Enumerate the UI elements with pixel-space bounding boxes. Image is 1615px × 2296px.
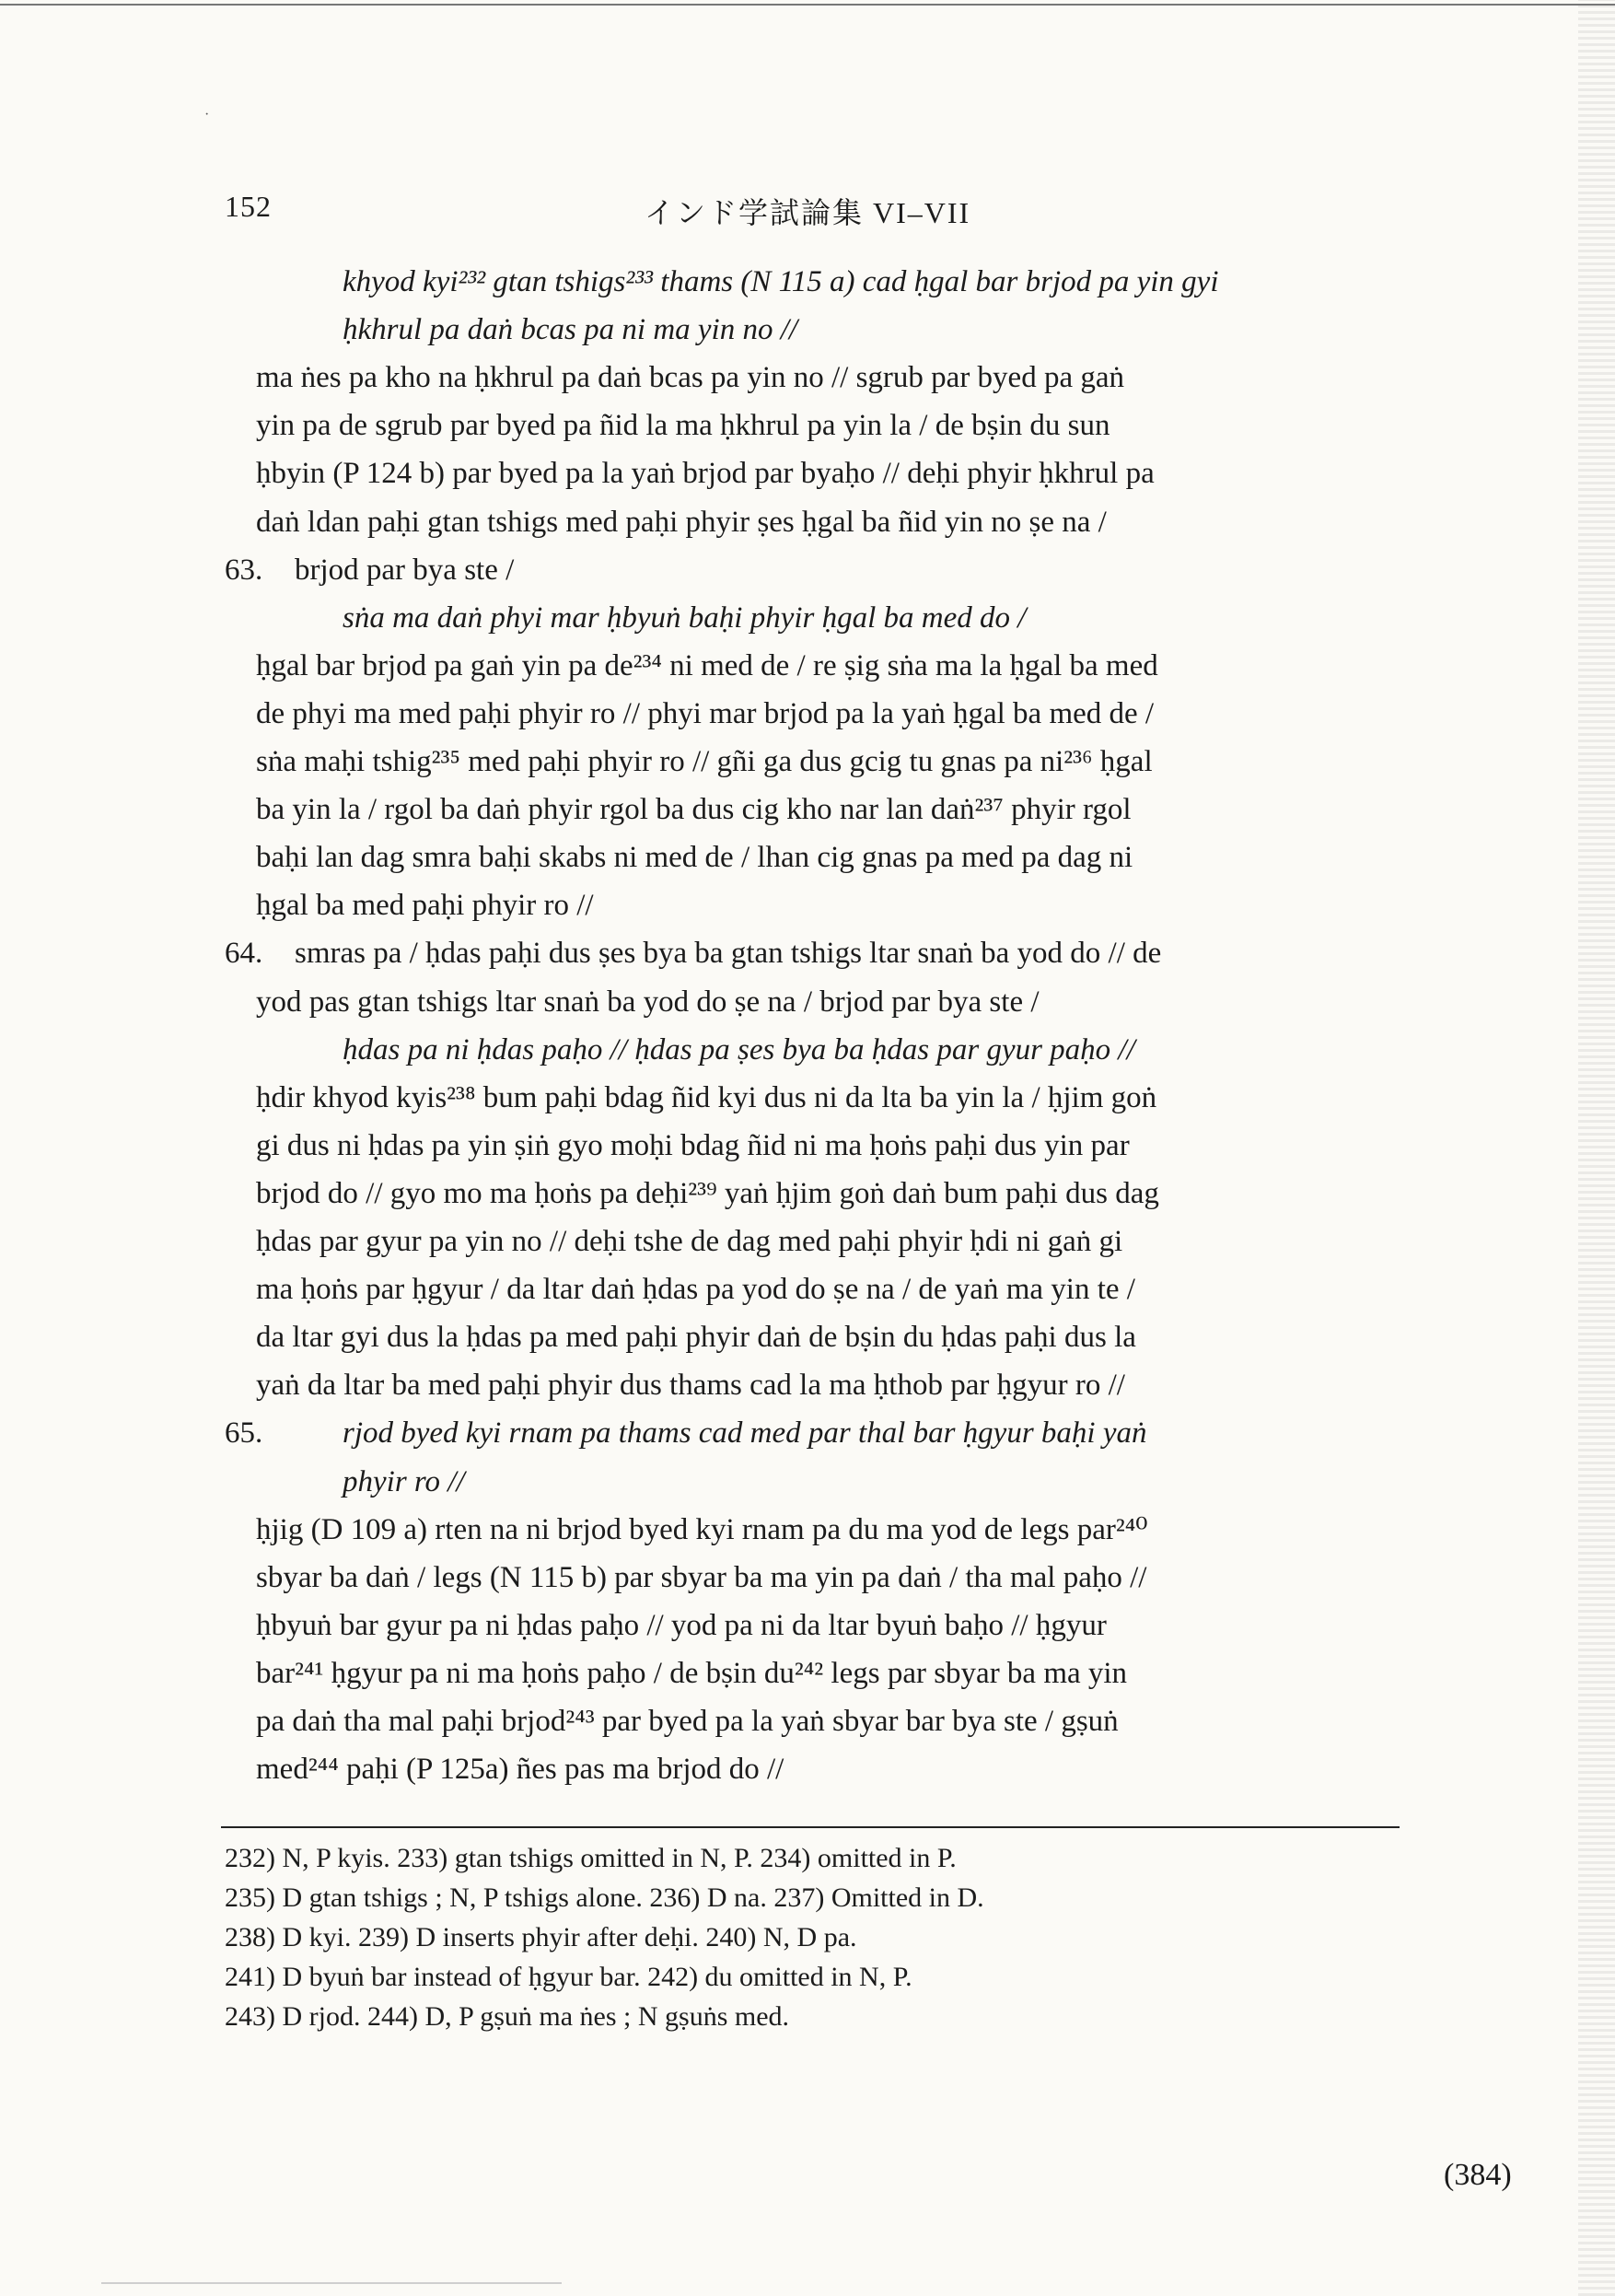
- text-line: ḥbyin (P 124 b) par byed pa la yaṅ brjod par byaḥo // deḥi phyir ḥkhrul pa: [256, 457, 1155, 490]
- page-stamp: (384): [1444, 2158, 1512, 2192]
- text-line: phyir ro //: [343, 1465, 465, 1498]
- paragraph-number: 65.: [225, 1416, 263, 1450]
- text-line: yin pa de sgrub par byed pa ñid la ma ḥkhrul pa yin la / de bṣin du sun: [256, 409, 1110, 442]
- text-line: ḥkhrul pa daṅ bcas pa ni ma yin no //: [343, 313, 798, 346]
- text-line: daṅ ldan paḥi gtan tshigs med paḥi phyir ṣes ḥgal ba ñid yin no ṣe na /: [256, 506, 1107, 539]
- page-number: 152: [225, 190, 272, 223]
- text-line: ba yin la / rgol ba daṅ phyir rgol ba dus cig kho nar lan daṅ²³⁷ phyir rgol: [256, 793, 1132, 826]
- text-line: smras pa / ḥdas paḥi dus ṣes bya ba gtan tshigs ltar snaṅ ba yod do // de: [295, 937, 1162, 970]
- text-line: yod pas gtan tshigs ltar snaṅ ba yod do ṣe na / brjod par bya ste /: [256, 985, 1040, 1019]
- text-line: brjod do // gyo mo ma ḥoṅs pa deḥi²³⁹ yaṅ ḥjim goṅ daṅ bum paḥi dus dag: [256, 1177, 1159, 1210]
- top-scan-border: [0, 0, 1615, 7]
- text-line: med²⁴⁴ paḥi (P 125a) ñes pas ma brjod do //: [256, 1753, 784, 1786]
- paragraph-number: 64.: [225, 937, 263, 970]
- text-line: bar²⁴¹ ḥgyur pa ni ma ḥoṅs paḥo / de bṣin du²⁴² legs par sbyar ba ma yin: [256, 1657, 1128, 1690]
- text-line: ḥjig (D 109 a) rten na ni brjod byed kyi rnam pa du ma yod de legs par²⁴⁰: [256, 1513, 1148, 1546]
- text-line: rjod byed kyi rnam pa thams cad med par thal bar ḥgyur baḥi yaṅ: [343, 1416, 1147, 1450]
- text-line: da ltar gyi dus la ḥdas pa med paḥi phyir daṅ de bṣin du ḥdas paḥi dus la: [256, 1321, 1136, 1354]
- text-line: ḥgal bar brjod pa gaṅ yin pa de²³⁴ ni med de / re ṣig sṅa ma la ḥgal ba med: [256, 649, 1158, 682]
- text-line: yaṅ da ltar ba med paḥi phyir dus thams cad la ma ḥthob par ḥgyur ro //: [256, 1369, 1125, 1402]
- text-line: ma ṅes pa kho na ḥkhrul pa daṅ bcas pa yin no // sgrub par byed pa gaṅ: [256, 361, 1124, 394]
- text-line: baḥi lan dag smra baḥi skabs ni med de / lhan cig gnas pa med pa dag ni: [256, 841, 1133, 874]
- text-line: de phyi ma med paḥi phyir ro // phyi mar brjod pa la yaṅ ḥgal ba med de /: [256, 697, 1155, 730]
- running-title: インド学試論集 VI–VII: [645, 196, 971, 229]
- text-line: ḥbyuṅ bar gyur pa ni ḥdas paḥo // yod pa ni da ltar byuṅ baḥo // ḥgyur: [256, 1609, 1107, 1642]
- text-line: ḥgal ba med paḥi phyir ro //: [256, 889, 594, 922]
- bottom-scan-mark: [101, 2282, 562, 2284]
- paragraph-number: 63.: [225, 554, 263, 587]
- footnote-line: 241) D byuṅ bar instead of ḥgyur bar. 242) du omitted in N, P.: [225, 1962, 912, 1992]
- footnote-line: 235) D gtan tshigs ; N, P tshigs alone. 236) D na. 237) Omitted in D.: [225, 1882, 984, 1913]
- text-line: sṅa ma daṅ phyi mar ḥbyuṅ baḥi phyir ḥgal ba med do /: [343, 601, 1027, 635]
- text-line: sṅa maḥi tshig²³⁵ med paḥi phyir ro // gñi ga dus gcig tu gnas pa ni²³⁶ ḥgal: [256, 745, 1153, 778]
- footnote-line: 238) D kyi. 239) D inserts phyir after deḥi. 240) N, D pa.: [225, 1922, 857, 1952]
- footnote-line: 243) D rjod. 244) D, P gṣuṅ ma ṅes ; N gṣuṅs med.: [225, 2001, 790, 2032]
- text-line: pa daṅ tha mal paḥi brjod²⁴³ par byed pa la yaṅ sbyar bar bya ste / gṣuṅ: [256, 1705, 1119, 1738]
- text-line: khyod kyi²³² gtan tshigs²³³ thams (N 115 a) cad ḥgal bar brjod pa yin gyi: [343, 265, 1219, 298]
- scan-speck: ·: [204, 107, 210, 122]
- footnote-rule: [221, 1826, 1400, 1828]
- text-line: brjod par bya ste /: [295, 554, 515, 587]
- text-line: ma ḥoṅs par ḥgyur / da ltar daṅ ḥdas pa yod do ṣe na / de yaṅ ma yin te /: [256, 1273, 1135, 1306]
- scan-edge-noise: [1578, 0, 1615, 2296]
- text-line: sbyar ba daṅ / legs (N 115 b) par sbyar ba ma yin pa daṅ / tha mal paḥo //: [256, 1561, 1147, 1594]
- text-line: ḥdas pa ni ḥdas paḥo // ḥdas pa ṣes bya ba ḥdas par gyur paḥo //: [343, 1033, 1135, 1066]
- text-line: ḥdir khyod kyis²³⁸ bum paḥi bdag ñid kyi dus ni da lta ba yin la / ḥjim goṅ: [256, 1081, 1157, 1114]
- text-line: ḥdas par gyur pa yin no // deḥi tshe de dag med paḥi phyir ḥdi ni gaṅ gi: [256, 1225, 1123, 1258]
- footnote-line: 232) N, P kyis. 233) gtan tshigs omitted in N, P. 234) omitted in P.: [225, 1843, 957, 1873]
- text-line: gi dus ni ḥdas pa yin ṣiṅ gyo moḥi bdag ñid ni ma ḥoṅs paḥi dus yin par: [256, 1129, 1130, 1162]
